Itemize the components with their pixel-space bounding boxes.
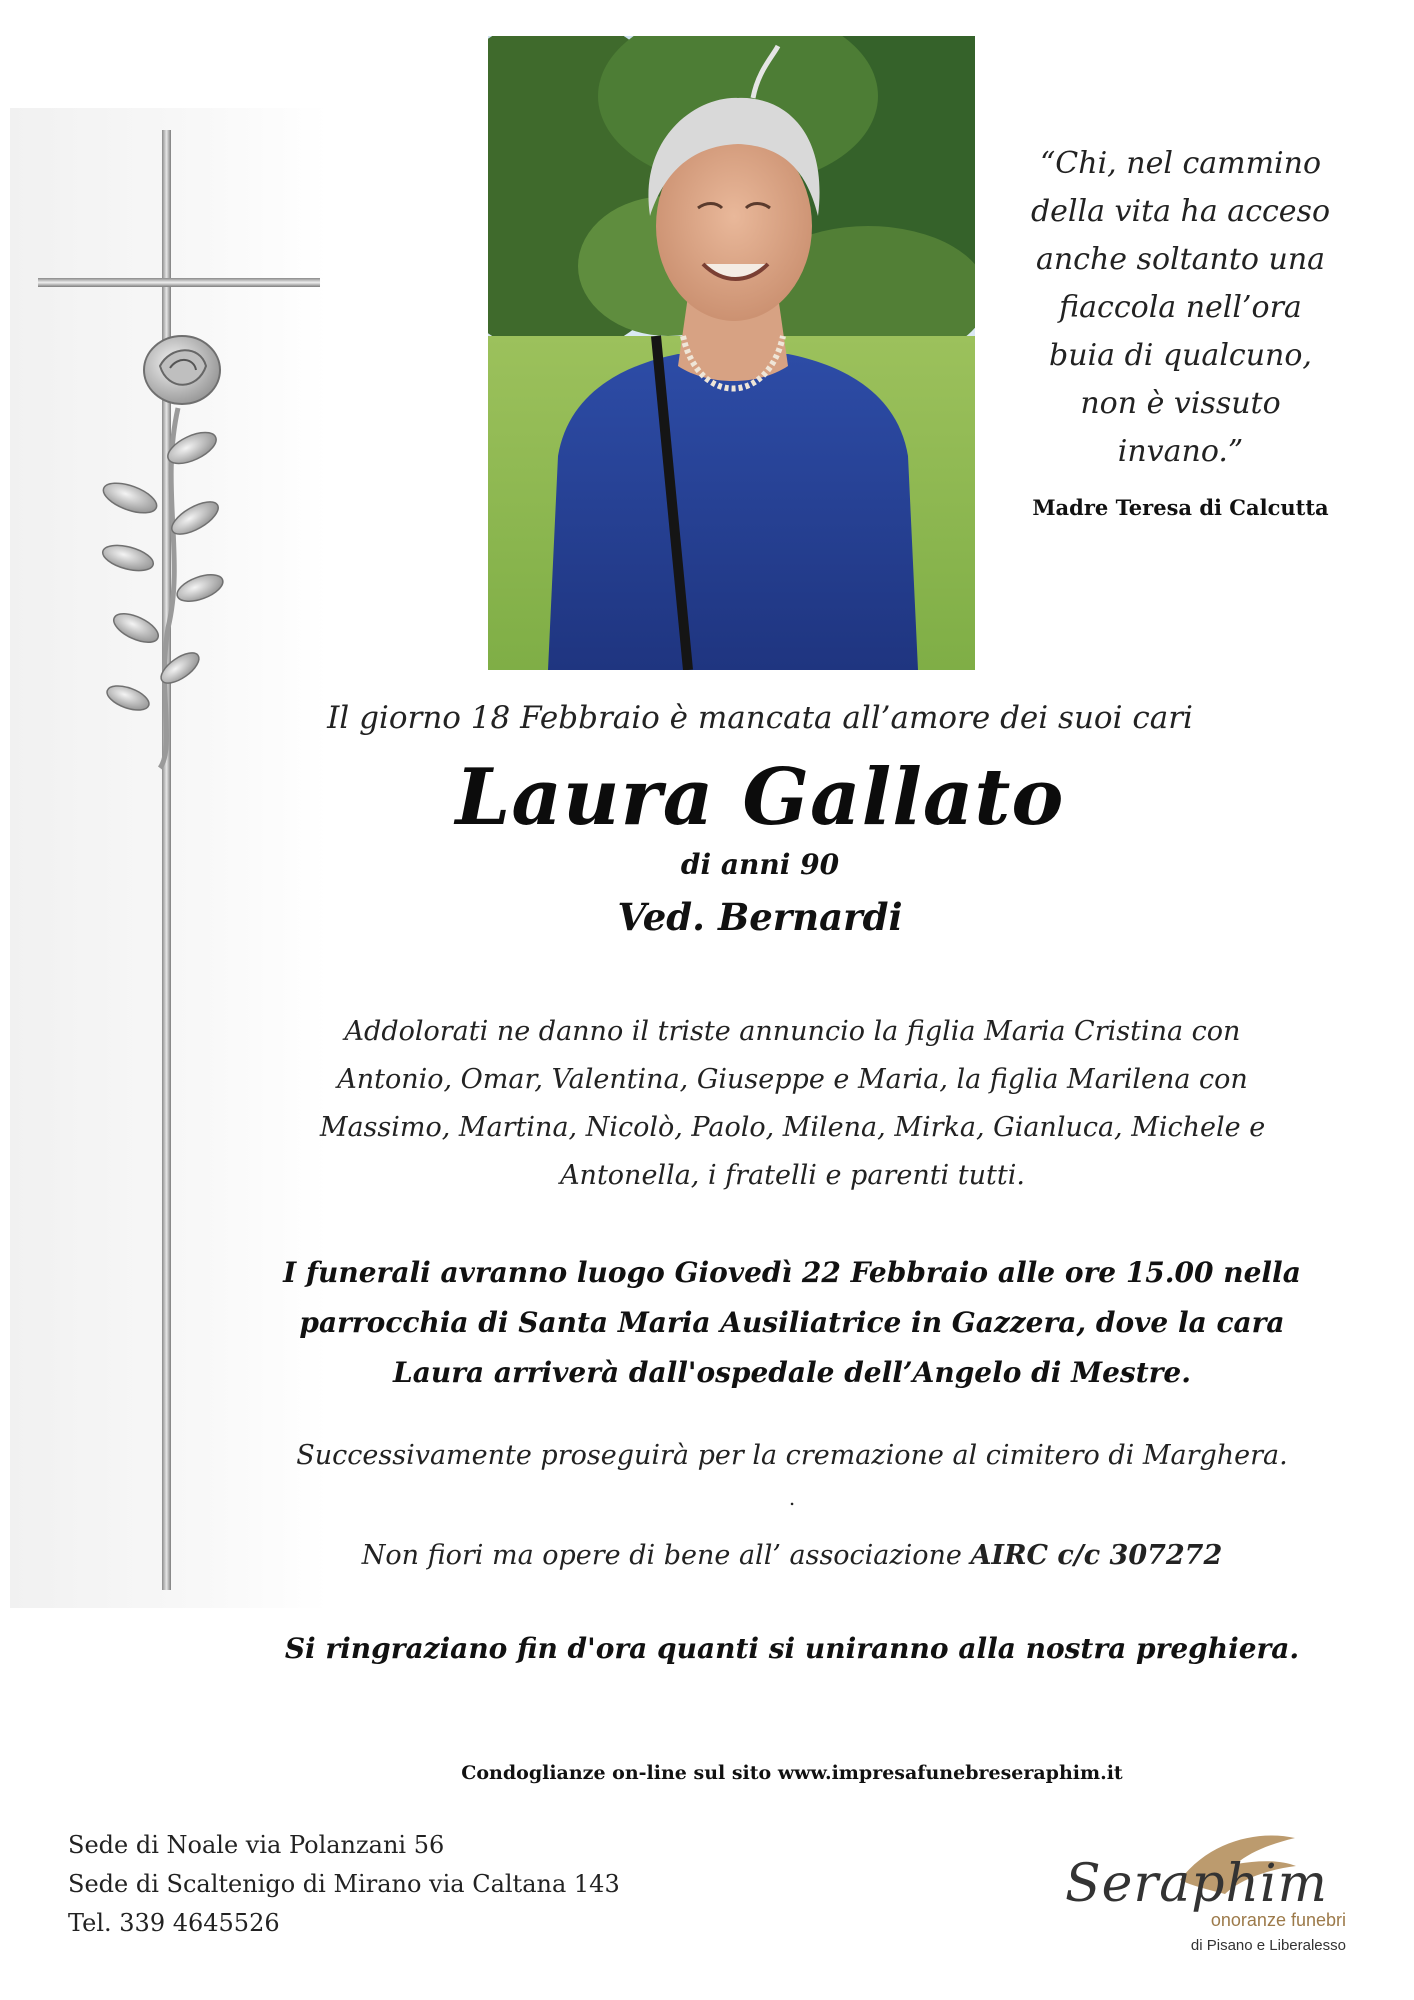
logo-tagline: onoranze funebri — [1210, 1910, 1346, 1930]
cremation-notice: Successivamente proseguirà per la cremazione al cimitero di Marghera. — [296, 1440, 1288, 1471]
announcement-line: Antonella, i fratelli e parenti tutti. — [560, 1160, 1025, 1191]
condolences-link[interactable]: Condoglianze on-line sul sito www.impresafunebreseraphim.it — [461, 1762, 1123, 1784]
deceased-name: Laura Gallato — [455, 752, 1065, 843]
announcement-line: Massimo, Martina, Nicolò, Paolo, Milena, Mirka, Gianluca, Michele e — [319, 1112, 1266, 1143]
phone-line: Tel. 339 4645526 — [68, 1909, 280, 1937]
widow-of: Ved. Bernardi — [617, 895, 903, 939]
death-notice-intro: Il giorno 18 Febbraio è mancata all’amore dei suoi cari — [327, 700, 1193, 736]
family-announcement — [290, 1008, 1295, 1200]
portrait-photo — [488, 36, 975, 670]
funeral-line: parrocchia di Santa Maria Ausiliatrice in Gazzera, dove la cara — [299, 1306, 1285, 1339]
announcement-line: Antonio, Omar, Valentina, Giuseppe e Maria, la figlia Marilena con — [337, 1064, 1248, 1095]
funeral-line: I funerali avranno luogo Giovedì 22 Febbraio alle ore 15.00 nella — [283, 1256, 1301, 1289]
memorial-quote: “Chi, nel cammino della vita ha acceso anche soltanto una fiaccola nell’ora buia di qualcuno, non è vissuto invano.” — [1030, 146, 1331, 469]
funeral-line: Laura arriverà dall'ospedale dell’Angelo di Mestre. — [393, 1356, 1191, 1389]
donation-text: Non fiori ma opere di bene all’ associazione — [361, 1540, 971, 1571]
address-line: Sede di Scaltenigo di Mirano via Caltana 143 — [68, 1870, 620, 1898]
separator-dot: . — [788, 1486, 796, 1510]
funeral-details — [262, 1248, 1322, 1398]
thanks-message: Si ringraziano fin d'ora quanti si uniranno alla nostra preghiera. — [284, 1632, 1300, 1665]
announcement-line: Addolorati ne danno il triste annuncio la figlia Maria Cristina con — [344, 1016, 1241, 1047]
logo-wordmark: Seraphim — [1065, 1854, 1328, 1914]
address-line: Sede di Noale via Polanzani 56 — [68, 1831, 445, 1859]
quote-author: Madre Teresa di Calcutta — [1032, 495, 1329, 520]
donation-account: AIRC c/c 307272 — [970, 1540, 1223, 1571]
logo-owners: di Pisano e Liberalesso — [1190, 1937, 1346, 1954]
donation-notice — [262, 1540, 1322, 1571]
office-addresses — [68, 1826, 768, 1943]
deceased-age: di anni 90 — [680, 848, 840, 881]
